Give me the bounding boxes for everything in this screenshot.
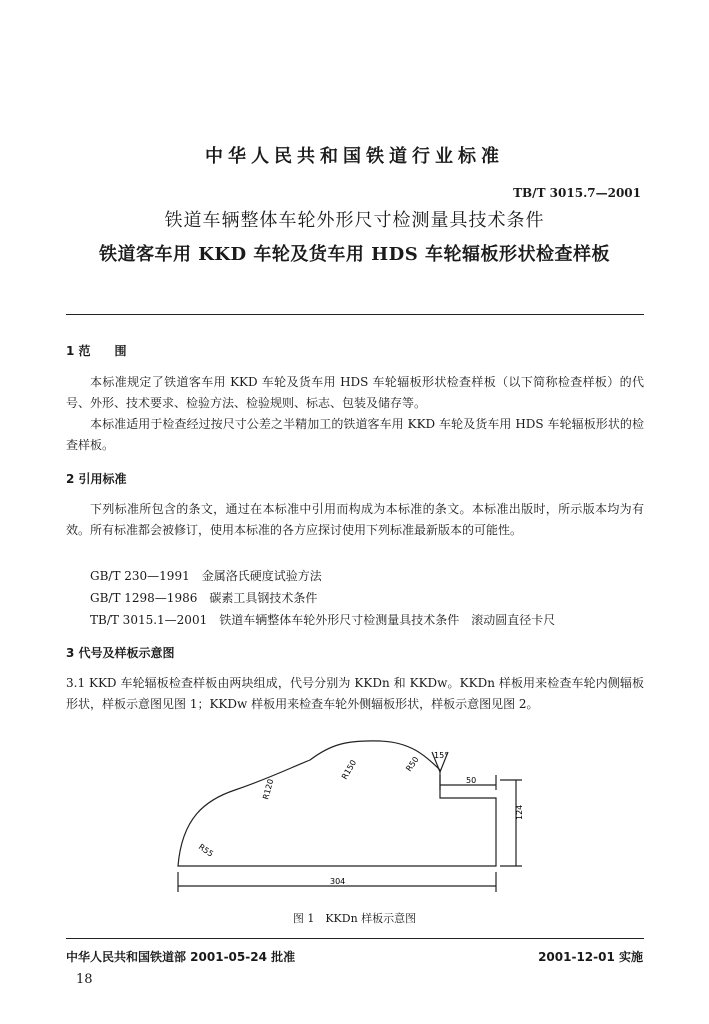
radius-label-r120: R120 [261, 778, 276, 801]
reference-item: TB/T 3015.1—2001 铁道车辆整体车轮外形尺寸检测量具技术条件 滚动圆直径卡尺 [90, 613, 556, 627]
footer-rule [66, 938, 644, 939]
dimension-line-height [500, 780, 522, 866]
section3-heading: 3 代号及样板示意图 [66, 646, 175, 660]
reference-item: GB/T 230—1991 金属洛氏硬度试验方法 [90, 569, 322, 583]
page-number: 18 [76, 972, 93, 987]
approval-note: 中华人民共和国铁道部 2001-05-24 批准 [66, 950, 296, 964]
section3-paragraph: 3.1 KKD 车轮辐板检查样板由两块组成，代号分别为 KKDn 和 KKDw。KKDn 样板用来检查车轮内侧辐板形状，样板示意图见图 1；KKDw 样板用来检查车轮外侧辐板形状，样板示意图见图 2。 [66, 676, 644, 711]
radius-label-r150: R150 [339, 758, 359, 781]
document-title-line1: 铁道车辆整体车轮外形尺寸检测量具技术条件 [164, 210, 545, 231]
section2-heading: 2 引用标准 [66, 472, 127, 486]
section2-paragraph: 下列标准所包含的条文，通过在本标准中引用而构成为本标准的条文。本标准出版时，所示版本均为有效。所有标准都会被修订，使用本标准的各方应探讨使用下列标准最新版本的可能性。 [66, 502, 644, 537]
radius-label-r55: R55 [196, 842, 215, 859]
standard-code: TB/T 3015.7—2001 [513, 186, 641, 200]
section1-heading: 1 范 围 [66, 344, 127, 358]
figure1-caption: 图 1 KKDn 样板示意图 [292, 912, 417, 925]
implementation-date: 2001-12-01 实施 [538, 950, 643, 964]
angle-label: 15° [434, 751, 449, 760]
radius-label-r50: R50 [404, 755, 421, 774]
template-outline [178, 741, 496, 866]
reference-item: GB/T 1298—1986 碳素工具钢技术条件 [90, 591, 318, 605]
document-title-line2: 铁道客车用 KKD 车轮及货车用 HDS 车轮辐板形状检查样板 [98, 244, 611, 265]
dimension-label-height: 124 [515, 804, 524, 820]
section1-paragraph1: 本标准规定了铁道客车用 KKD 车轮及货车用 HDS 车轮辐板形状检查样板（以下简称检查样板）的代号、外形、技术要求、检验方法、检验规则、标志、包装及储存等。 [66, 375, 644, 410]
dimension-label-width: 50 [466, 776, 477, 785]
section1-paragraph2: 本标准适用于检查经过按尺寸公差之半精加工的铁道客车用 KKD 车轮及货车用 HDS 车轮辐板形状的检查样板。 [66, 417, 644, 452]
industry-standard-title: 中华人民共和国铁道行业标准 [205, 146, 504, 167]
dimension-label-length: 304 [330, 877, 346, 886]
